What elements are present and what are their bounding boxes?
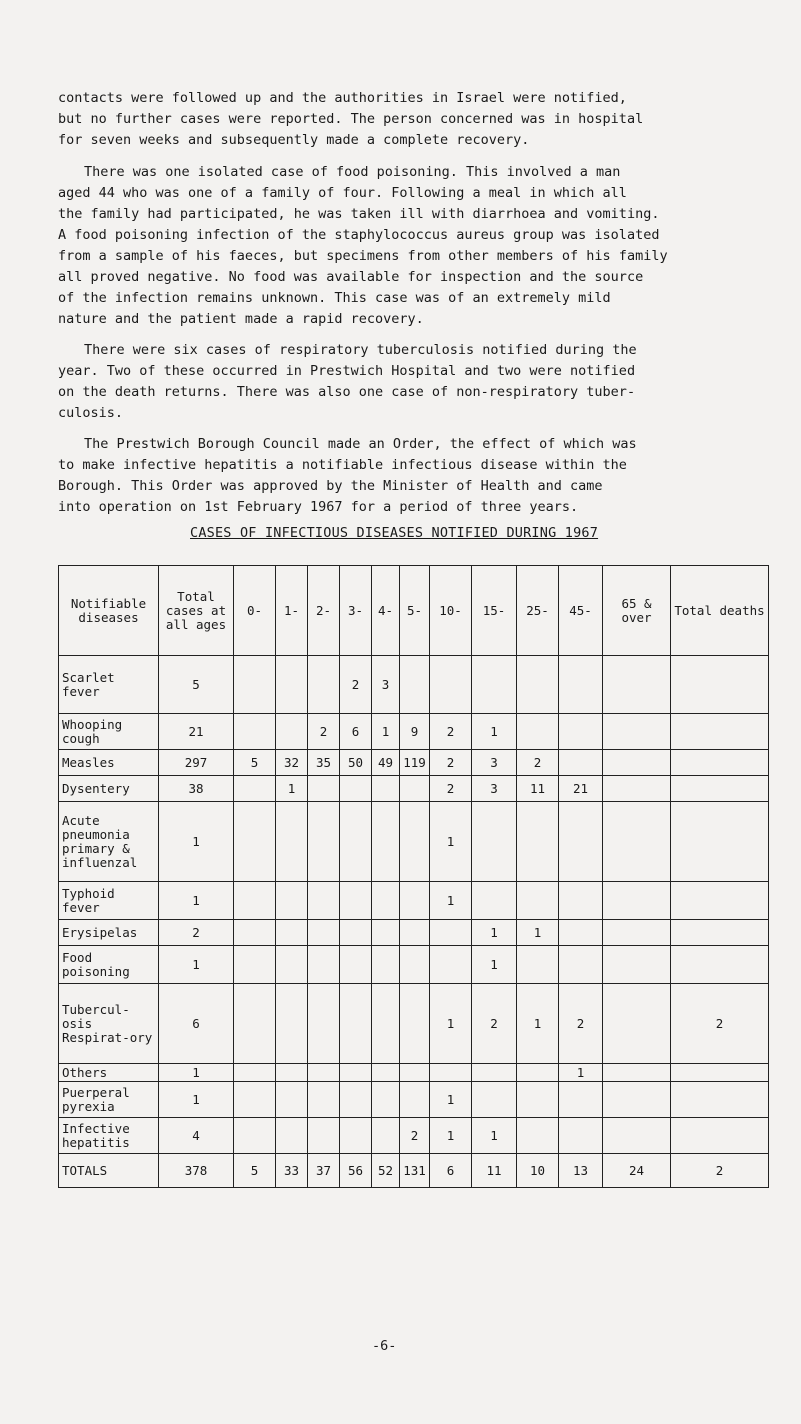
table-row (59, 882, 769, 920)
count-cell: 21 (159, 714, 234, 750)
table-row (59, 656, 769, 714)
count-cell: 10 (517, 1154, 559, 1188)
count-cell (671, 946, 769, 984)
count-cell (430, 920, 472, 946)
count-cell (559, 946, 603, 984)
count-cell (400, 656, 430, 714)
count-cell (400, 1082, 430, 1118)
disease-name-cell: Scarlet fever (59, 656, 159, 714)
count-cell (472, 802, 517, 882)
count-cell (340, 1118, 372, 1154)
count-cell: 1 (276, 776, 308, 802)
count-cell (234, 1064, 276, 1082)
count-cell: 1 (559, 1064, 603, 1082)
count-cell: 1 (372, 714, 400, 750)
disease-name-cell: Tubercul-osis Respirat-ory (59, 984, 159, 1064)
count-cell: 1 (159, 802, 234, 882)
column-header: 25- (517, 566, 559, 656)
count-cell (276, 882, 308, 920)
count-cell: 3 (472, 776, 517, 802)
count-cell: 24 (603, 1154, 671, 1188)
count-cell (559, 656, 603, 714)
count-cell (603, 656, 671, 714)
paragraph-2: There was one isolated case of food poisoning. This involved a man aged 44 who was one of a family of four. Following a meal in which all the family had participated, he was taken ill with diarrhoea and vomiting. A food poisoning infection of the staphylococcus aureus group was isolated from a sample of his faeces, but specimens from other members of his family all proved negative. No food was available for inspection and the source of the infection remains unknown. This case was of an extremely mild nature and the patient made a rapid recovery. (58, 164, 668, 327)
count-cell (559, 750, 603, 776)
count-cell: 6 (159, 984, 234, 1064)
count-cell (472, 656, 517, 714)
count-cell (400, 802, 430, 882)
count-cell: 2 (472, 984, 517, 1064)
count-cell (276, 714, 308, 750)
count-cell: 6 (340, 714, 372, 750)
count-cell (308, 984, 340, 1064)
count-cell: 3 (372, 656, 400, 714)
count-cell: 1 (430, 984, 472, 1064)
disease-name-cell: TOTALS (59, 1154, 159, 1188)
count-cell (559, 920, 603, 946)
count-cell: 32 (276, 750, 308, 776)
count-cell (340, 946, 372, 984)
count-cell: 1 (159, 946, 234, 984)
count-cell: 2 (671, 984, 769, 1064)
count-cell (472, 1064, 517, 1082)
count-cell (308, 1118, 340, 1154)
count-cell (430, 946, 472, 984)
count-cell (559, 802, 603, 882)
count-cell (340, 776, 372, 802)
count-cell: 2 (400, 1118, 430, 1154)
count-cell: 2 (559, 984, 603, 1064)
count-cell: 1 (159, 882, 234, 920)
count-cell: 35 (308, 750, 340, 776)
count-cell: 5 (159, 656, 234, 714)
table-row (59, 1064, 769, 1082)
count-cell (234, 882, 276, 920)
count-cell: 2 (517, 750, 559, 776)
table-row (59, 1082, 769, 1118)
count-cell (308, 920, 340, 946)
count-cell: 1 (517, 920, 559, 946)
count-cell (400, 920, 430, 946)
count-cell: 2 (671, 1154, 769, 1188)
count-cell (603, 1082, 671, 1118)
count-cell: 1 (472, 920, 517, 946)
count-cell: 1 (159, 1064, 234, 1082)
disease-name-cell: Erysipelas (59, 920, 159, 946)
count-cell (671, 1064, 769, 1082)
count-cell (671, 776, 769, 802)
disease-name-cell: Others (59, 1064, 159, 1082)
count-cell (372, 946, 400, 984)
table-row (59, 802, 769, 882)
count-cell: 297 (159, 750, 234, 776)
count-cell: 11 (517, 776, 559, 802)
count-cell (372, 1118, 400, 1154)
column-header: 10- (430, 566, 472, 656)
count-cell (340, 920, 372, 946)
table-row (59, 1118, 769, 1154)
count-cell: 1 (517, 984, 559, 1064)
count-cell: 1 (430, 1082, 472, 1118)
count-cell (400, 882, 430, 920)
count-cell (234, 920, 276, 946)
column-header: 1- (276, 566, 308, 656)
count-cell (308, 776, 340, 802)
disease-name-cell: Puerperal pyrexia (59, 1082, 159, 1118)
table-row (59, 984, 769, 1064)
count-cell: 5 (234, 1154, 276, 1188)
count-cell (603, 946, 671, 984)
page-number: -6- (372, 1338, 397, 1354)
count-cell (559, 882, 603, 920)
column-header: Total deaths (671, 566, 769, 656)
count-cell (340, 882, 372, 920)
count-cell (276, 1082, 308, 1118)
count-cell (340, 984, 372, 1064)
count-cell: 37 (308, 1154, 340, 1188)
count-cell (671, 714, 769, 750)
totals-row (59, 1154, 769, 1188)
count-cell: 2 (308, 714, 340, 750)
count-cell (472, 1082, 517, 1118)
count-cell (308, 882, 340, 920)
count-cell (234, 802, 276, 882)
column-header: 3- (340, 566, 372, 656)
column-header: 2- (308, 566, 340, 656)
table-row (59, 714, 769, 750)
count-cell (603, 750, 671, 776)
count-cell (234, 946, 276, 984)
count-cell: 9 (400, 714, 430, 750)
count-cell (517, 946, 559, 984)
disease-name-cell: Infective hepatitis (59, 1118, 159, 1154)
column-header: 15- (472, 566, 517, 656)
count-cell (400, 984, 430, 1064)
table-row (59, 750, 769, 776)
count-cell (372, 984, 400, 1064)
count-cell (671, 750, 769, 776)
column-header: 4- (372, 566, 400, 656)
count-cell: 2 (159, 920, 234, 946)
count-cell: 5 (234, 750, 276, 776)
count-cell: 2 (340, 656, 372, 714)
count-cell (603, 776, 671, 802)
count-cell: 21 (559, 776, 603, 802)
count-cell (517, 714, 559, 750)
count-cell (308, 802, 340, 882)
count-cell (340, 1082, 372, 1118)
count-cell (517, 1082, 559, 1118)
count-cell (671, 1082, 769, 1118)
count-cell (517, 802, 559, 882)
column-header: Notifiable diseases (59, 566, 159, 656)
count-cell (308, 1082, 340, 1118)
count-cell (234, 1118, 276, 1154)
count-cell (340, 1064, 372, 1082)
table-header-row (59, 566, 769, 656)
count-cell (276, 802, 308, 882)
disease-name-cell: Typhoid fever (59, 882, 159, 920)
count-cell: 49 (372, 750, 400, 776)
count-cell (472, 882, 517, 920)
count-cell: 52 (372, 1154, 400, 1188)
column-header: 45- (559, 566, 603, 656)
count-cell: 1 (430, 882, 472, 920)
count-cell: 1 (430, 1118, 472, 1154)
disease-name-cell: Whooping cough (59, 714, 159, 750)
column-header: 0- (234, 566, 276, 656)
count-cell (340, 802, 372, 882)
count-cell (559, 1082, 603, 1118)
count-cell: 56 (340, 1154, 372, 1188)
count-cell (603, 1064, 671, 1082)
count-cell (372, 776, 400, 802)
count-cell: 1 (472, 714, 517, 750)
count-cell: 33 (276, 1154, 308, 1188)
count-cell (276, 1118, 308, 1154)
table-row (59, 920, 769, 946)
column-header: 5- (400, 566, 430, 656)
count-cell (671, 1118, 769, 1154)
count-cell (372, 882, 400, 920)
disease-name-cell: Food poisoning (59, 946, 159, 984)
count-cell (276, 984, 308, 1064)
count-cell: 1 (472, 1118, 517, 1154)
count-cell (559, 1118, 603, 1154)
column-header: 65 & over (603, 566, 671, 656)
count-cell: 2 (430, 750, 472, 776)
count-cell: 119 (400, 750, 430, 776)
count-cell: 131 (400, 1154, 430, 1188)
count-cell (671, 656, 769, 714)
count-cell: 1 (430, 802, 472, 882)
table-row (59, 776, 769, 802)
column-header: Total cases at all ages (159, 566, 234, 656)
count-cell (276, 656, 308, 714)
count-cell (430, 656, 472, 714)
count-cell: 2 (430, 776, 472, 802)
count-cell (234, 1082, 276, 1118)
count-cell (603, 714, 671, 750)
count-cell (430, 1064, 472, 1082)
count-cell (372, 1064, 400, 1082)
count-cell (234, 776, 276, 802)
count-cell (517, 1064, 559, 1082)
count-cell: 3 (472, 750, 517, 776)
count-cell (517, 882, 559, 920)
count-cell (276, 920, 308, 946)
count-cell (603, 920, 671, 946)
count-cell (234, 984, 276, 1064)
count-cell (308, 946, 340, 984)
count-cell (517, 1118, 559, 1154)
count-cell (671, 920, 769, 946)
count-cell: 2 (430, 714, 472, 750)
count-cell (276, 946, 308, 984)
disease-name-cell: Acute pneumonia primary & influenzal (59, 802, 159, 882)
disease-name-cell: Measles (59, 750, 159, 776)
count-cell (603, 802, 671, 882)
count-cell: 6 (430, 1154, 472, 1188)
diseases-table (58, 565, 769, 1188)
count-cell (234, 656, 276, 714)
count-cell (234, 714, 276, 750)
count-cell: 1 (159, 1082, 234, 1118)
paragraph-4: The Prestwich Borough Council made an Order, the effect of which was to make infective hepatitis a notifiable infectious disease within the Borough. This Order was approved by the Minister of Health and came into operation on 1st February 1967 for a period of three years. (58, 436, 637, 515)
paragraph-1: contacts were followed up and the authorities in Israel were notified, but no further cases were reported. The person concerned was in hospital for seven weeks and subsequently made a complete recovery. (58, 90, 644, 148)
count-cell: 1 (472, 946, 517, 984)
count-cell (603, 882, 671, 920)
count-cell (400, 1064, 430, 1082)
table-title: CASES OF INFECTIOUS DISEASES NOTIFIED DURING 1967 (190, 525, 599, 541)
count-cell (276, 1064, 308, 1082)
count-cell (308, 656, 340, 714)
count-cell (372, 1082, 400, 1118)
table-row (59, 946, 769, 984)
count-cell (372, 802, 400, 882)
count-cell (400, 776, 430, 802)
paragraph-3: There were six cases of respiratory tuberculosis notified during the year. Two of these occurred in Prestwich Hospital and two were notified on the death returns. There was also one case of non-respiratory tuber- culosis. (58, 342, 637, 421)
count-cell (671, 882, 769, 920)
count-cell (308, 1064, 340, 1082)
count-cell (372, 920, 400, 946)
count-cell (559, 714, 603, 750)
count-cell: 50 (340, 750, 372, 776)
count-cell (603, 1118, 671, 1154)
count-cell: 4 (159, 1118, 234, 1154)
count-cell: 11 (472, 1154, 517, 1188)
count-cell (603, 984, 671, 1064)
count-cell: 38 (159, 776, 234, 802)
disease-name-cell: Dysentery (59, 776, 159, 802)
count-cell (671, 802, 769, 882)
count-cell (517, 656, 559, 714)
count-cell: 378 (159, 1154, 234, 1188)
count-cell: 13 (559, 1154, 603, 1188)
count-cell (400, 946, 430, 984)
